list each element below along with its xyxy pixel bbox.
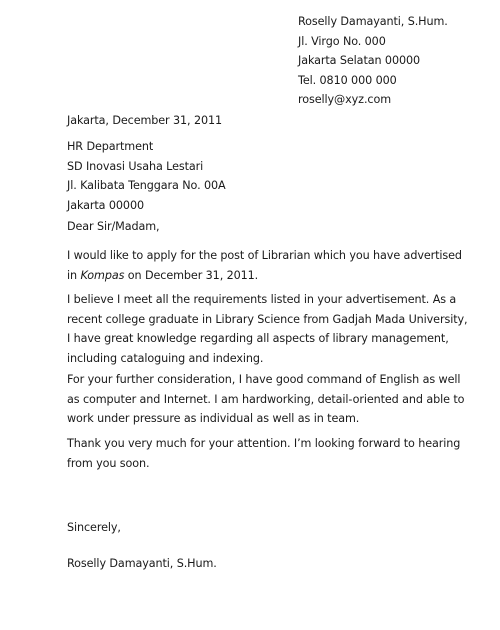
- paragraph-line: I believe I meet all the requirements listed in your advertisement. As a: [67, 293, 457, 306]
- recipient-department: HR Department: [67, 140, 154, 153]
- sender-phone: Tel. 0810 000 000: [298, 73, 397, 87]
- paragraph-line: as computer and Internet. I am hardworking, detail-oriented and able to: [67, 392, 465, 406]
- text-fragment: in: [67, 268, 81, 282]
- paragraph-line: [67, 266, 447, 286]
- letter-date: [67, 111, 447, 131]
- sender-street: Jl. Virgo No. 000: [298, 34, 386, 48]
- publication-name: Kompas: [80, 268, 125, 282]
- closing-line: Sincerely,: [67, 521, 121, 534]
- date-line: Jakarta, December 31, 2011: [67, 114, 223, 127]
- paragraph-line: including cataloguing and indexing.: [67, 351, 264, 365]
- paragraph-line: I would like to apply for the post of Librarian which you have advertised: [67, 249, 462, 262]
- recipient-city: Jakarta 00000: [67, 198, 144, 212]
- sender-city: Jakarta Selatan 00000: [298, 54, 421, 67]
- recipient-address-block: [67, 137, 447, 215]
- paragraph-line: recent college graduate in Library Science from Gadjah Mada University,: [67, 312, 468, 326]
- salutation: [67, 217, 447, 237]
- sender-email: roselly@xyz.com: [298, 93, 391, 106]
- signature: [67, 554, 447, 574]
- paragraph-line: For your further consideration, I have good command of English as well: [67, 373, 461, 386]
- paragraph-line: I have great knowledge regarding all aspects of library management,: [67, 332, 449, 346]
- closing: [67, 518, 447, 538]
- paragraph-qualifications: [67, 290, 468, 368]
- text-fragment: on December 31, 2011.: [124, 268, 259, 282]
- sender-name: Roselly Damayanti, S.Hum.: [298, 15, 448, 28]
- salutation-line: Dear Sir/Madam,: [67, 220, 160, 233]
- signature-name: Roselly Damayanti, S.Hum.: [67, 557, 217, 570]
- paragraph-line: work under pressure as individual as well as in team.: [67, 412, 360, 426]
- paragraph-line: Thank you very much for your attention. I’m looking forward to hearing: [67, 437, 461, 450]
- paragraph-skills: [67, 370, 465, 429]
- recipient-street: Jl. Kalibata Tenggara No. 00A: [67, 179, 226, 193]
- paragraph-application: [67, 246, 462, 285]
- sender-address-block: [298, 12, 448, 110]
- recipient-company: SD Inovasi Usaha Lestari: [67, 159, 204, 173]
- paragraph-line: from you soon.: [67, 456, 150, 470]
- paragraph-thanks: [67, 434, 461, 473]
